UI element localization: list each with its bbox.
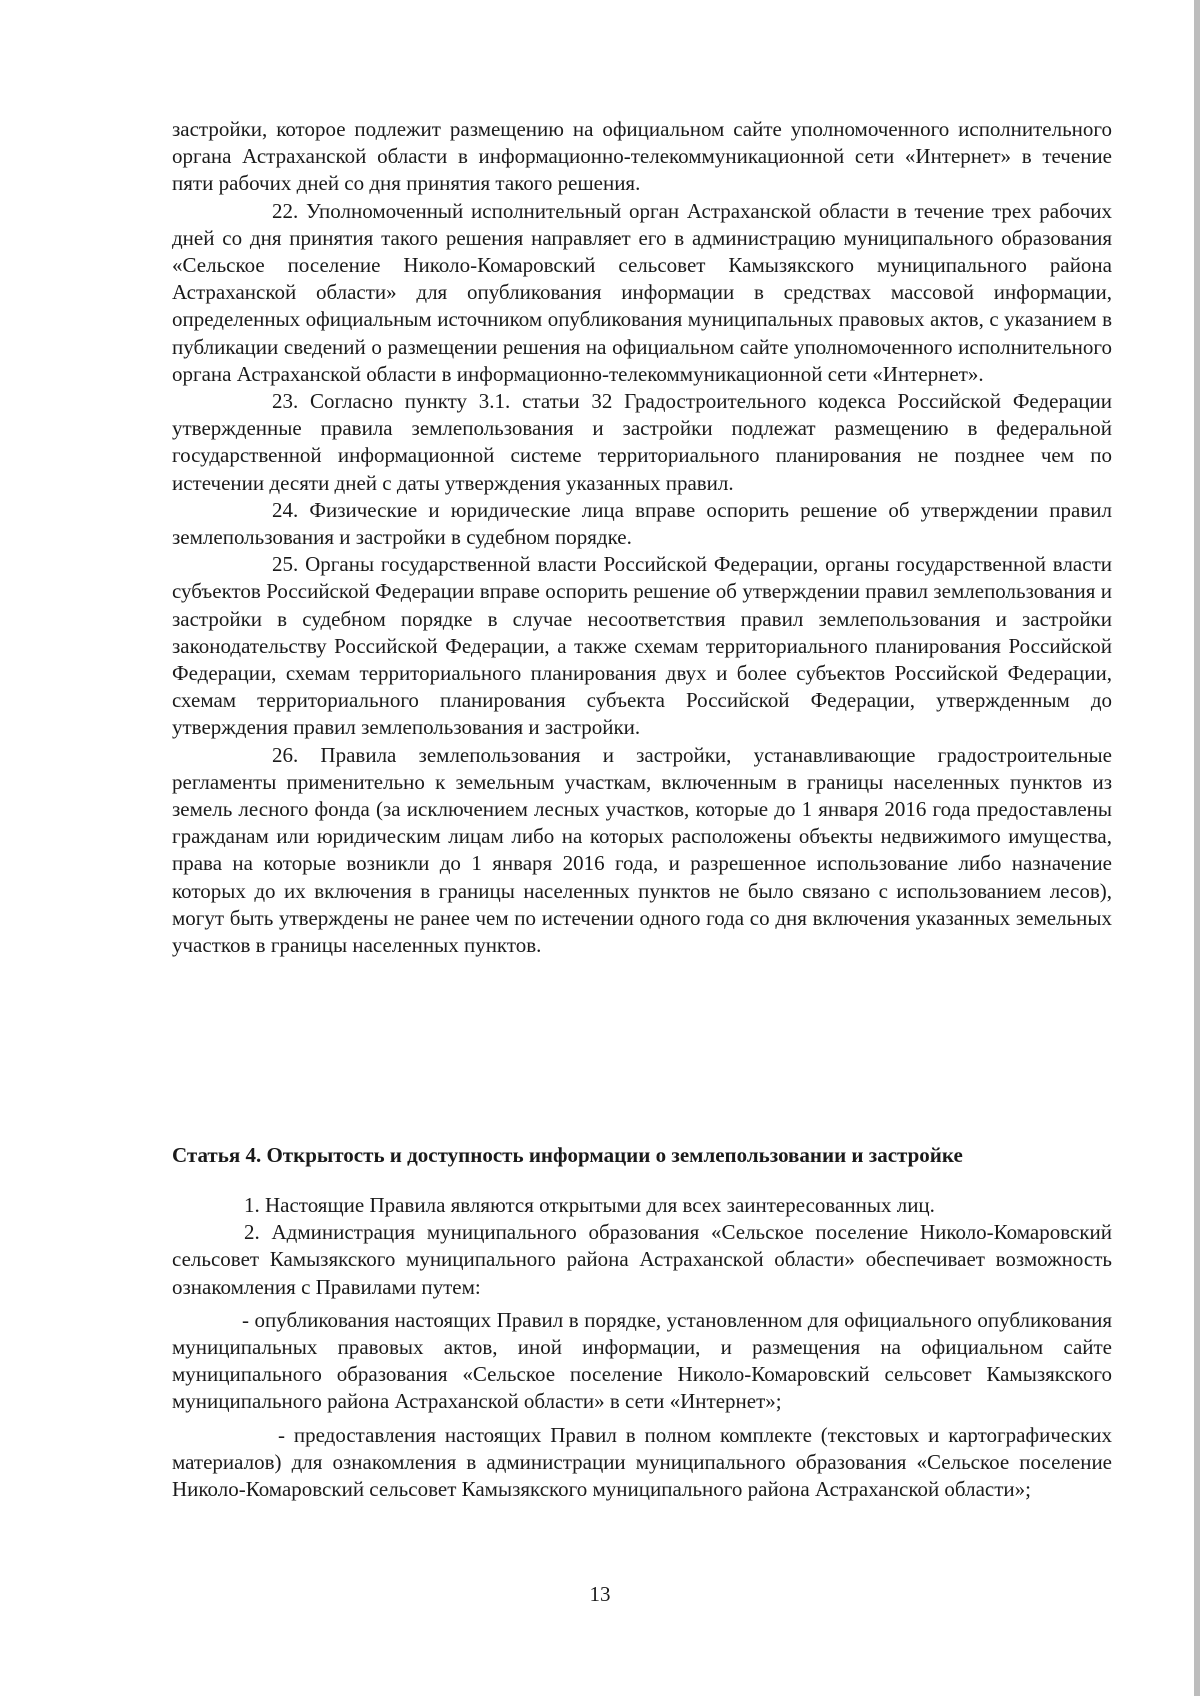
bullet-item-provision: - предоставления настоящих Правил в полном комплекте (текстовых и картографических материалов) для ознакомления в администрации муниципального образования «Сельское поселение Николо-Комаровский сельсовет Камызякского муниципального района Астраханской области»; (172, 1422, 1112, 1502)
bullet-item-publication: - опубликования настоящих Правил в порядке, установленном для официального опубликования муниципальных правовых актов, иной информации, и размещения на официальном сайте муниципального образования «Сельское поселение Николо-Комаровский сельсовет Камызякского муниципального района Астраханской области» в сети «Интернет»; (172, 1307, 1112, 1414)
paragraph-25: 25. Органы государственной власти Российской Федерации, органы государственной власти субъектов Российской Федерации вправе оспорить решение об утверждении правил землепользования и застройки в судебном порядке в случае несоответствия правил землепользования и застройки законодательству Российской Федерации, а также схемам территориального планирования Российской Федерации, схемам территориального планирования двух и более субъектов Российской Федерации, схемам территориального планирования субъекта Российской Федерации, утвержденным до утверждения правил землепользования и застройки. (172, 552, 1112, 740)
page-number: 13 (589, 1582, 611, 1606)
paragraph-continuation: застройки, которое подлежит размещению на официальном сайте уполномоченного исполнительного органа Астраханской области в информационно-телекоммуникационной сети «Интернет» в течение пяти рабочих дней со дня принятия такого решения. (172, 117, 1112, 196)
page-edge (1194, 0, 1200, 1696)
paragraph-2: 2. Администрация муниципального образования «Сельское поселение Николо-Комаровский сельсовет Камызякского муниципального района Астраханской области» обеспечивает возможность ознакомления с Правилами путем: (172, 1220, 1112, 1299)
body-text-bottom (172, 1192, 1112, 1503)
paragraph-1: 1. Настоящие Правила являются открытыми для всех заинтересованных лиц. (244, 1193, 935, 1217)
paragraph-26: 26. Правила землепользования и застройки, устанавливающие градостроительные регламенты применительно к земельным участкам, включенным в границы населенных пунктов из земель лесного фонда (за исключением лесных участков, которые до 1 января 2016 года предоставлены гражданам или юридическим лицам либо на которых расположены объекты недвижимого имущества, права на которые возникли до 1 января 2016 года, и разрешенное использование либо назначение которых до их включения в границы населенных пунктов не было связано с использованием лесов), могут быть утверждены не ранее чем по истечении одного года со дня включения указанных земельных участков в границы населенных пунктов. (172, 742, 1112, 958)
paragraph-24: 24. Физические и юридические лица вправе оспорить решение об утверждении правил землепользования и застройки в судебном порядке. (172, 497, 1112, 550)
paragraph-23: 23. Согласно пункту 3.1. статьи 32 Градостроительного кодекса Российской Федерации утвержденные правила землепользования и застройки подлежат размещению в федеральной государственной информационной системе территориального планирования не позднее чем по истечении десяти дней с даты утверждения указанных правил. (172, 389, 1112, 495)
paragraph-22: 22. Уполномоченный исполнительный орган Астраханской области в течение трех рабочих дней со дня принятия такого решения направляет его в администрацию муниципального образования «Сельское поселение Николо-Комаровский сельсовет Камызякского муниципального района Астраханской области» для опубликования информации в средствах массовой информации, определенных официальным источником опубликования муниципальных правовых актов, с указанием в публикации сведений о размещении решения на официальном сайте уполномоченного исполнительного органа Астраханской области в информационно-телекоммуникационной сети «Интернет». (172, 198, 1112, 386)
article-heading: Статья 4. Открытость и доступность информации о землепользовании и застройке (172, 1143, 963, 1167)
body-text-top (172, 116, 1112, 959)
